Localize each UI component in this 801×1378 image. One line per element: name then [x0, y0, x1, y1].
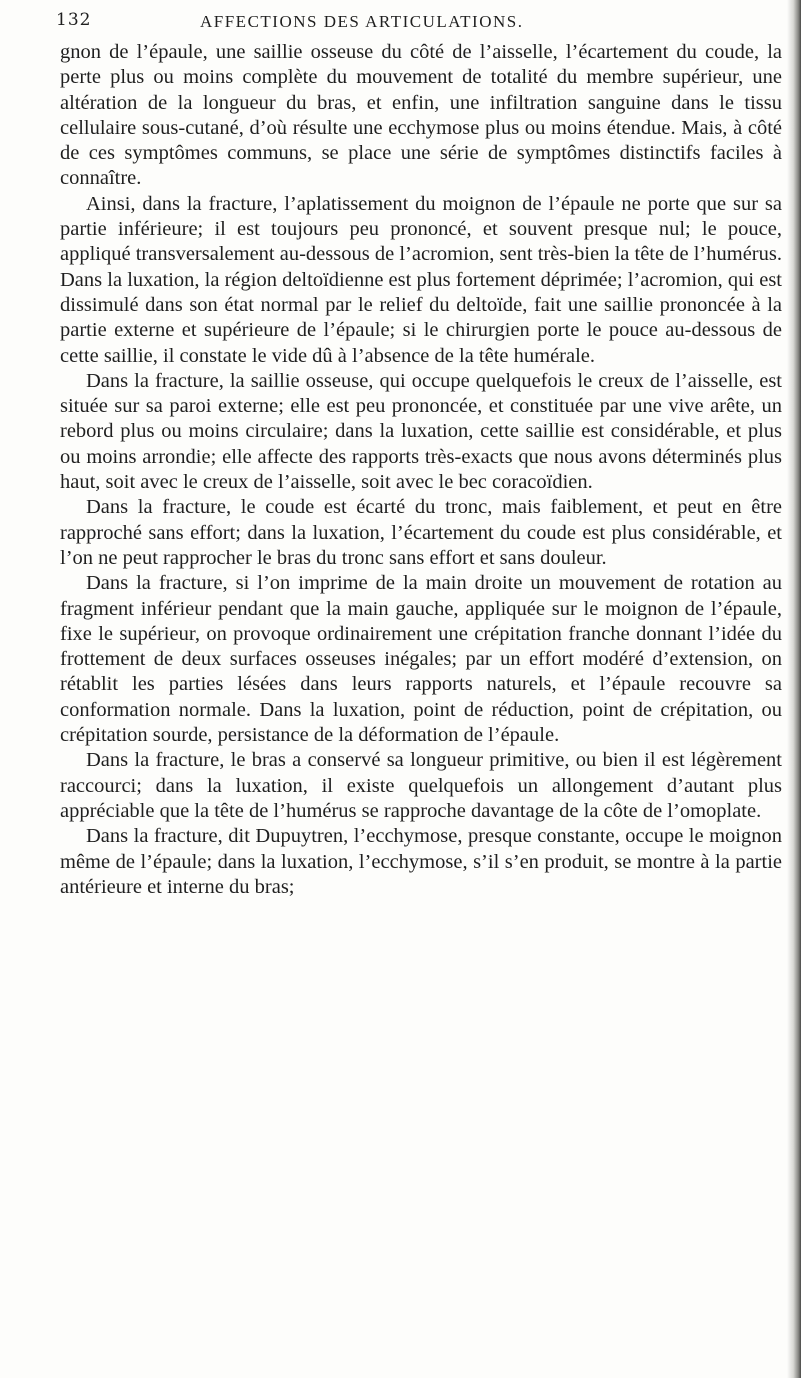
paragraph: Dans la fracture, le bras a conservé sa longueur primitive, ou bien il est légèrement raccourci; dans la luxation, il existe quelquefois un allongement d’autant plus appréciable que la tête de l’humérus se rapproche davantage de la côte de l’omoplate.: [60, 749, 782, 822]
paragraph: Dans la fracture, dit Dupuytren, l’ecchymose, presque constante, occupe le moignon même de l’épaule; dans la luxation, l’ecchymose, s’il s’en produit, se montre à la partie antérieure et interne du bras;: [60, 825, 782, 898]
page-edge-shadow: [787, 0, 801, 1378]
paragraph: gnon de l’épaule, une saillie osseuse du côté de l’aisselle, l’écartement du coude, la perte plus ou moins complète du mouvement de totalité du membre supérieur, une altération de la longueur du bras, et enfin, une infiltration sanguine dans le tissu cellulaire sous-cutané, d’où résulte une ecchymose plus ou moins étendue. Mais, à côté de ces symptômes communs, se place une série de symptômes distinctifs faciles à connaître.: [60, 41, 782, 190]
running-head: AFFECTIONS DES ARTICULATIONS.: [200, 12, 524, 31]
paragraph: Dans la fracture, la saillie osseuse, qui occupe quelquefois le creux de l’aisselle, est située sur sa paroi externe; elle est peu prononcée, et constituée par une vive arête, un rebord plus ou moins circulaire; dans la luxation, cette saillie est considérable, et plus ou moins arrondie; elle affecte des rapports très-exacts que nous avons déterminés plus haut, soit avec le creux de l’aisselle, soit avec le bec coracoïdien.: [60, 369, 782, 494]
paragraph: Dans la fracture, si l’on imprime de la main droite un mouvement de rotation au fragment inférieur pendant que la main gauche, appliquée sur le moignon de l’épaule, fixe le supérieur, on provoque ordinairement une crépitation franche donnant l’idée du frottement de deux surfaces osseuses inégales; par un effort modéré d’extension, on rétablit les parties lésées dans leurs rapports naturels, et l’épaule recouvre sa conformation normale. Dans la luxation, point de réduction, point de crépitation, ou crépitation sourde, persistance de la déformation de l’épaule.: [60, 572, 782, 747]
paragraph: Ainsi, dans la fracture, l’aplatissement du moignon de l’épaule ne porte que sur sa partie inférieure; il est toujours peu prononcé, et souvent presque nul; le pouce, appliqué transversalement au-dessous de l’acromion, sent très-bien la tête de l’humérus. Dans la luxation, la région deltoïdienne est plus fortement déprimée; l’acromion, qui est dissimulé dans son état normal par le relief du deltoïde, fait une saillie prononcée à la partie externe et supérieure de l’épaule; si le chirurgien porte le pouce au-dessous de cette saillie, il constate le vide dû à l’absence de la tête humérale.: [60, 192, 782, 367]
page-number: 132: [56, 10, 92, 30]
paragraph: Dans la fracture, le coude est écarté du tronc, mais faiblement, et peut en être rapproché sans effort; dans la luxation, l’écartement du coude est plus considérable, et l’on ne peut rapprocher le bras du tronc sans effort et sans douleur.: [60, 496, 782, 569]
body-text: [60, 40, 782, 900]
page-header: [56, 6, 781, 38]
